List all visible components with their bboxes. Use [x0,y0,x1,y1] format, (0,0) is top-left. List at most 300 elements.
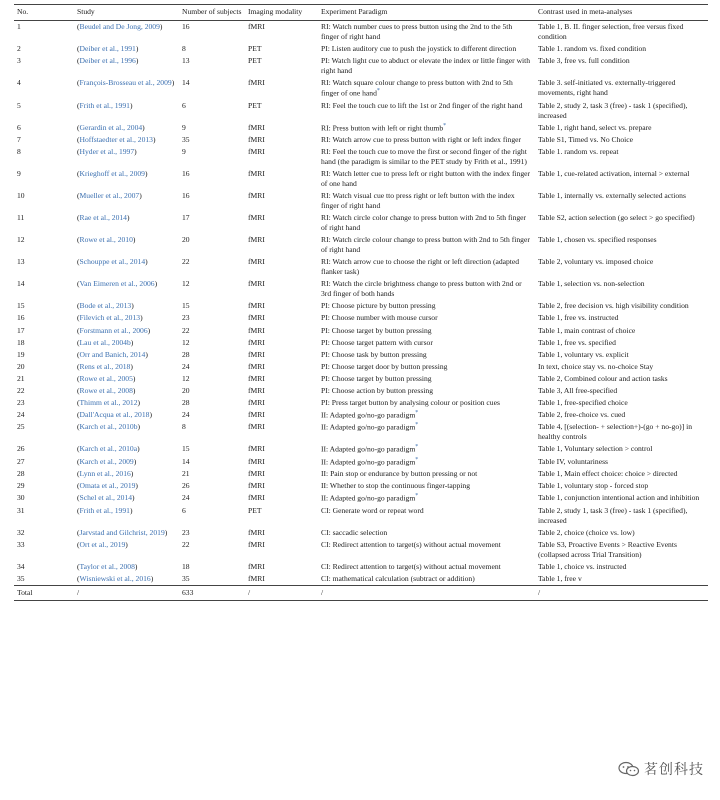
paradigm-cell [318,561,535,573]
study-cell [74,100,179,122]
table-row [14,337,708,349]
study-cell [74,561,179,573]
close-paren: ) [137,444,140,454]
subjects-count: 16 [182,22,190,32]
row-number: 1 [17,22,21,32]
paradigm-text: RI: Watch visual cue tto press right or left button with the index finger of right hand [321,191,515,211]
open-paren: ( [77,56,80,66]
open-paren: ( [77,505,80,515]
imaging-modality: fMRI [248,301,265,311]
paradigm-text: PI: Choose target door by button pressing [321,361,448,371]
study-citation-link[interactable]: Lynn et al., 2016 [79,469,131,479]
subjects-count: 15 [182,301,190,311]
paradigm-cell [318,539,535,561]
paradigm-cell [318,456,535,469]
contrast-cell: Table 1. random vs. fixed condition [538,44,647,54]
header-no: No. [14,5,74,21]
paradigm-cell [318,168,535,190]
close-paren: ) [137,422,141,432]
paradigm-text: PI: Press target button by analysing colour or position cues [321,397,500,407]
table-row [14,373,708,385]
subjects-count: 8 [182,422,186,432]
watermark [614,758,708,780]
close-paren: ) [171,78,175,88]
open-paren: ( [77,409,80,419]
watermark-text: 茗创科技 [644,762,704,778]
contrast-cell: Table 2, study 1, task 3 (free) - task 1 (specified), increased [538,505,688,525]
subjects-count: 18 [182,561,190,571]
table-row [14,349,708,361]
study-citation-link[interactable]: Forstmann et al., 2006 [79,325,148,335]
open-paren: ( [77,78,80,88]
open-paren: ( [77,147,80,157]
paradigm-text: RI: Watch arrow cue to press button with right or left index finger [321,135,522,145]
study-cell [74,361,179,373]
table-row [14,100,708,122]
paradigm-cell [318,573,535,586]
row-number: 3 [17,56,21,66]
paradigm-cell [318,421,535,443]
subjects-count: 28 [182,349,190,359]
contrast-cell: Table S2, action selection (go select > go specified) [538,213,695,223]
row-number: 28 [17,469,25,479]
paradigm-cell [318,505,535,527]
row-number: 5 [17,100,21,110]
open-paren: ( [77,301,80,311]
imaging-modality: fMRI [248,279,265,289]
study-citation-link[interactable]: Krieghoff et al., 2009 [79,169,145,179]
contrast-cell: Table 1, internally vs. externally selected actions [538,191,686,201]
study-citation-link[interactable]: Rowe et al., 2010 [79,235,133,245]
subjects-count: 12 [182,373,190,383]
paradigm-cell [318,278,535,300]
table-row [14,561,708,573]
paradigm-text: RI: Watch square colour change to press button with 2nd to 5th finger of one hand [321,78,513,98]
imaging-modality: PET [248,56,262,66]
subjects-count: 13 [182,56,190,66]
open-paren: ( [77,561,80,571]
imaging-modality: fMRI [248,573,265,583]
total-label: Total [14,585,74,600]
study-cell [74,527,179,539]
row-number: 10 [17,191,25,201]
study-citation-link[interactable]: Mueller et al., 2007 [79,191,140,201]
header-study: Study [74,5,179,21]
row-number: 24 [17,409,25,419]
study-citation-link[interactable]: Rowe et al., 2008 [79,385,133,395]
study-citation-link[interactable]: Van Eimeren et al., 2006 [79,279,155,289]
imaging-modality: fMRI [248,469,265,479]
imaging-modality: fMRI [248,409,265,419]
subjects-count: 9 [182,147,186,157]
footnote-asterisk[interactable]: * [415,493,419,500]
subjects-count: 23 [182,527,190,537]
close-paren: ) [145,257,148,267]
study-cell [74,122,179,135]
imaging-modality: fMRI [248,257,265,267]
close-paren: ) [150,573,154,583]
row-number: 19 [17,349,25,359]
open-paren: ( [77,44,80,54]
table-row [14,397,708,409]
header-contrast: Contrast used in meta-analyses [535,5,708,21]
open-paren: ( [77,313,80,323]
paradigm-cell [318,77,535,100]
study-citation-link[interactable]: Rowe et al., 2005 [79,373,133,383]
open-paren: ( [77,100,80,110]
paradigm-text: II: Whether to stop the continuous finger-tapping [321,481,471,491]
imaging-modality: fMRI [248,444,265,454]
close-paren: ) [132,235,136,245]
study-citation-link[interactable]: Hyder et al., 1997 [79,147,135,157]
paradigm-text: RI: Press button with left or right thumb [321,123,444,133]
paradigm-text: RI: Feel the touch cue to move the first or second finger of the right hand (the paradigm is similar to the PET study by Frith et al., 1991) [321,147,527,167]
footnote-asterisk[interactable]: * [376,88,380,95]
study-cell [74,212,179,234]
table-row [14,361,708,373]
paradigm-cell [318,468,535,480]
footnote-asterisk[interactable]: * [443,122,447,129]
paradigm-text: II: Adapted go/no-go paradigm [321,493,416,503]
contrast-cell: Table 3, free vs. full condition [538,56,630,66]
close-paren: ) [134,561,138,571]
paradigm-cell [318,43,535,55]
study-cell [74,234,179,256]
table-row [14,468,708,480]
contrast-cell: Table 1, free vs. specified [538,337,616,347]
row-number: 8 [17,147,21,157]
study-citation-link[interactable]: Hoffstaedter et al., 2013 [79,135,153,145]
table-row [14,539,708,561]
contrast-cell: Table 1, cue-related activation, internal > external [538,169,690,179]
paradigm-cell [318,409,535,422]
table-row [14,134,708,146]
study-citation-link[interactable]: Deiber et al., 1991 [79,44,136,54]
study-citation-link[interactable]: Omata et al., 2019 [79,481,136,491]
open-paren: ( [77,349,80,359]
paradigm-cell [318,234,535,256]
study-cell [74,409,179,422]
subjects-count: 17 [182,213,190,223]
contrast-cell: Table 2, Combined colour and action tasks [538,373,668,383]
row-number: 11 [17,213,25,223]
study-citation-link[interactable]: Schel et al., 2014 [79,493,133,503]
table-row [14,146,708,168]
close-paren: ) [135,44,139,54]
subjects-count: 22 [182,539,190,549]
close-paren: ) [129,505,133,515]
imaging-modality: fMRI [248,78,265,88]
contrast-cell: Table 1, selection vs. non-selection [538,279,645,289]
close-paren: ) [132,385,136,395]
contrast-cell: Table 1. random vs. repeat [538,147,619,157]
close-paren: ) [139,191,142,201]
close-paren: ) [142,122,145,132]
paradigm-text: II: Adapted go/no-go paradigm [321,444,416,454]
total-contrast: / [535,585,708,600]
study-citation-link[interactable]: Karch et al., 2010a [79,444,138,454]
paradigm-text: RI: Watch circle colour change to press button with 2nd to 5th finger of right hand [321,235,530,255]
footnote-asterisk[interactable]: * [415,422,419,429]
contrast-cell: Table 3, All free-specified [538,385,618,395]
contrast-cell: Table 2, study 2, task 3 (free) - task 1 (specified), increased [538,100,688,120]
paradigm-cell [318,325,535,337]
close-paren: ) [125,539,128,549]
close-paren: ) [135,56,139,66]
study-cell [74,505,179,527]
close-paren: ) [135,481,138,491]
close-paren: ) [130,337,134,347]
row-number: 18 [17,337,25,347]
study-cell [74,278,179,300]
study-citation-link[interactable]: Ort et al., 2019 [79,539,126,549]
close-paren: ) [126,213,130,223]
study-cell [74,77,179,100]
study-cell [74,492,179,505]
close-paren: ) [145,349,148,359]
contrast-cell: Table 1, choice vs. instructed [538,561,627,571]
close-paren: ) [137,397,141,407]
subjects-count: 9 [182,122,186,132]
open-paren: ( [77,22,80,32]
contrast-cell: Table 2, free decision vs. high visibility condition [538,301,689,311]
subjects-count: 12 [182,337,190,347]
study-cell [74,325,179,337]
studies-table [14,4,708,601]
table-row [14,573,708,586]
open-paren: ( [77,337,80,347]
paradigm-cell [318,480,535,492]
study-citation-link[interactable]: Beudel and De Jong, 2009 [79,22,160,32]
contrast-cell: Table 1, free vs. instructed [538,313,619,323]
study-citation-link[interactable]: Wisniewski et al., 2016 [79,573,151,583]
contrast-cell: Table 2, choice (choice vs. low) [538,527,635,537]
study-citation-link[interactable]: Gerardin et al., 2004 [79,122,143,132]
study-cell [74,349,179,361]
subjects-count: 21 [182,469,190,479]
subjects-count: 8 [182,44,186,54]
row-number: 32 [17,527,25,537]
open-paren: ( [77,361,80,371]
open-paren: ( [77,444,80,454]
open-paren: ( [77,122,80,132]
contrast-cell: Table 1, voluntary vs. explicit [538,349,629,359]
study-citation-link[interactable]: Lau et al., 2004b [79,337,131,347]
paradigm-text: PI: Listen auditory cue to push the joystick to different direction [321,44,517,54]
subjects-count: 23 [182,313,190,323]
footnote-asterisk[interactable]: * [415,409,419,416]
paradigm-text: II: Adapted go/no-go paradigm [321,410,416,420]
row-number: 9 [17,169,21,179]
study-citation-link[interactable]: Frith et al., 1991 [79,505,130,515]
row-number: 27 [17,456,25,466]
study-cell [74,134,179,146]
study-cell [74,373,179,385]
table-row [14,505,708,527]
close-paren: ) [133,456,137,466]
close-paren: ) [144,169,148,179]
paradigm-text: PI: Choose picture by button pressing [321,301,436,311]
study-citation-link[interactable]: Thimm et al., 2012 [79,397,138,407]
table-row [14,168,708,190]
study-cell [74,421,179,443]
paradigm-text: PI: Choose target pattern with cursor [321,337,433,347]
open-paren: ( [77,135,80,145]
row-number: 14 [17,279,25,289]
table-row [14,480,708,492]
table-row [14,43,708,55]
open-paren: ( [77,469,80,479]
table-row [14,385,708,397]
study-citation-link[interactable]: Deiber et al., 1996 [79,56,136,66]
paradigm-cell [318,349,535,361]
subjects-count: 14 [182,456,190,466]
study-citation-link[interactable]: Taylor et al., 2008 [79,561,135,571]
table-body [14,21,708,601]
study-cell [74,168,179,190]
imaging-modality: fMRI [248,325,265,335]
study-cell [74,443,179,456]
study-cell [74,55,179,77]
contrast-cell: Table 1, main contrast of choice [538,325,636,335]
contrast-cell: Table 4, [(selection- + selection+)-(go + no-go)] in healthy controls [538,422,693,442]
table-row [14,300,708,312]
table-row [14,278,708,300]
imaging-modality: fMRI [248,561,265,571]
close-paren: ) [154,279,158,289]
paradigm-cell [318,300,535,312]
study-citation-link[interactable]: François-Brosseau et al., 2009 [79,78,172,88]
paradigm-cell [318,21,535,44]
paradigm-text: CI: mathematical calculation (subtract or addition) [321,573,475,583]
imaging-modality: fMRI [248,349,265,359]
subjects-count: 28 [182,397,190,407]
footnote-asterisk[interactable]: * [415,444,419,451]
row-number: 12 [17,235,25,245]
paradigm-cell [318,256,535,278]
study-cell [74,146,179,168]
row-number: 30 [17,493,25,503]
contrast-cell: Table 1, Main effect choice: choice > directed [538,469,678,479]
imaging-modality: fMRI [248,313,265,323]
study-citation-link[interactable]: Karch et al., 2009 [79,456,134,466]
paradigm-cell [318,212,535,234]
open-paren: ( [77,456,80,466]
study-cell [74,190,179,212]
imaging-modality: PET [248,505,262,515]
contrast-cell: Table 2, voluntary vs. imposed choice [538,257,654,267]
paradigm-text: PI: Choose number with mouse cursor [321,313,438,323]
study-citation-link[interactable]: Rens et al., 2018 [79,361,131,371]
open-paren: ( [77,539,80,549]
contrast-cell: Table 1, free v [538,573,582,583]
paradigm-text: RI: Watch the circle brightness change to press button with 2nd or 3rd finger of both hands [321,279,522,299]
footnote-asterisk[interactable]: * [415,456,419,463]
paradigm-cell [318,527,535,539]
paradigm-text: PI: Choose target by button pressing [321,325,432,335]
paradigm-cell [318,443,535,456]
open-paren: ( [77,481,80,491]
study-citation-link[interactable]: Orr and Banich, 2014 [79,349,146,359]
contrast-cell: Table 1, voluntary stop - forced stop [538,481,649,491]
paradigm-text: CI: Redirect attention to target(s) without actual movement [321,539,501,549]
row-number: 17 [17,325,25,335]
close-paren: ) [132,373,136,383]
total-study: / [74,585,179,600]
imaging-modality: PET [248,44,262,54]
row-number: 20 [17,361,25,371]
open-paren: ( [77,213,80,223]
paradigm-text: RI: Watch circle color change to press button with 2nd to 5th finger of right hand [321,213,527,233]
table-row [14,256,708,278]
row-number: 15 [17,301,25,311]
imaging-modality: fMRI [248,456,265,466]
open-paren: ( [77,373,80,383]
row-number: 6 [17,122,21,132]
study-citation-link[interactable]: Frith et al., 1991 [79,100,130,110]
contrast-cell: Table 3. self-initiated vs. externally-triggered movements, right hand [538,78,676,98]
study-citation-link[interactable]: Bode et al., 2013 [79,301,132,311]
imaging-modality: fMRI [248,385,265,395]
study-citation-link[interactable]: Jarvstad and Gilchrist, 2019 [79,527,165,537]
paradigm-text: RI: Watch number cues to press button using the 2nd to the 5th finger of right hand [321,22,513,42]
imaging-modality: fMRI [248,213,265,223]
open-paren: ( [77,235,80,245]
subjects-count: 14 [182,78,190,88]
imaging-modality: fMRI [248,493,265,503]
open-paren: ( [77,257,80,267]
paradigm-text: PI: Choose target by button pressing [321,373,432,383]
close-paren: ) [129,100,133,110]
open-paren: ( [77,527,80,537]
table-row [14,409,708,422]
contrast-cell: Table IV, voluntariness [538,456,608,466]
imaging-modality: fMRI [248,527,265,537]
imaging-modality: fMRI [248,337,265,347]
header-subjects: Number of subjects [179,5,245,21]
paradigm-text: CI: saccadic selection [321,527,388,537]
subjects-count: 22 [182,257,190,267]
contrast-cell: Table 1, conjunction intentional action and inhibition [538,493,700,503]
study-citation-link[interactable]: Schouppe et al., 2014 [79,257,146,267]
study-citation-link[interactable]: Karch et al., 2010b [79,422,138,432]
study-citation-link[interactable]: Rae et al., 2014 [79,213,127,223]
study-cell [74,21,179,44]
row-number: 25 [17,422,25,432]
subjects-count: 26 [182,481,190,491]
table-row [14,190,708,212]
imaging-modality: fMRI [248,373,265,383]
subjects-count: 16 [182,169,190,179]
study-citation-link[interactable]: Filevich et al., 2013 [79,313,141,323]
paradigm-cell [318,337,535,349]
subjects-count: 6 [182,505,186,515]
row-number: 33 [17,539,25,549]
row-number: 21 [17,373,25,383]
row-number: 7 [17,135,21,145]
paradigm-text: PI: Choose action by button pressing [321,385,434,395]
paradigm-text: RI: Watch arrow cue to choose the right or left direction (adapted flanker task) [321,257,520,277]
study-citation-link[interactable]: Dall'Acqua et al., 2018 [79,409,150,419]
close-paren: ) [164,527,168,537]
study-cell [74,256,179,278]
subjects-count: 24 [182,493,190,503]
study-cell [74,456,179,469]
close-paren: ) [152,135,156,145]
contrast-cell: Table 1, chosen vs. specified responses [538,235,657,245]
subjects-count: 12 [182,279,190,289]
paradigm-cell [318,100,535,122]
